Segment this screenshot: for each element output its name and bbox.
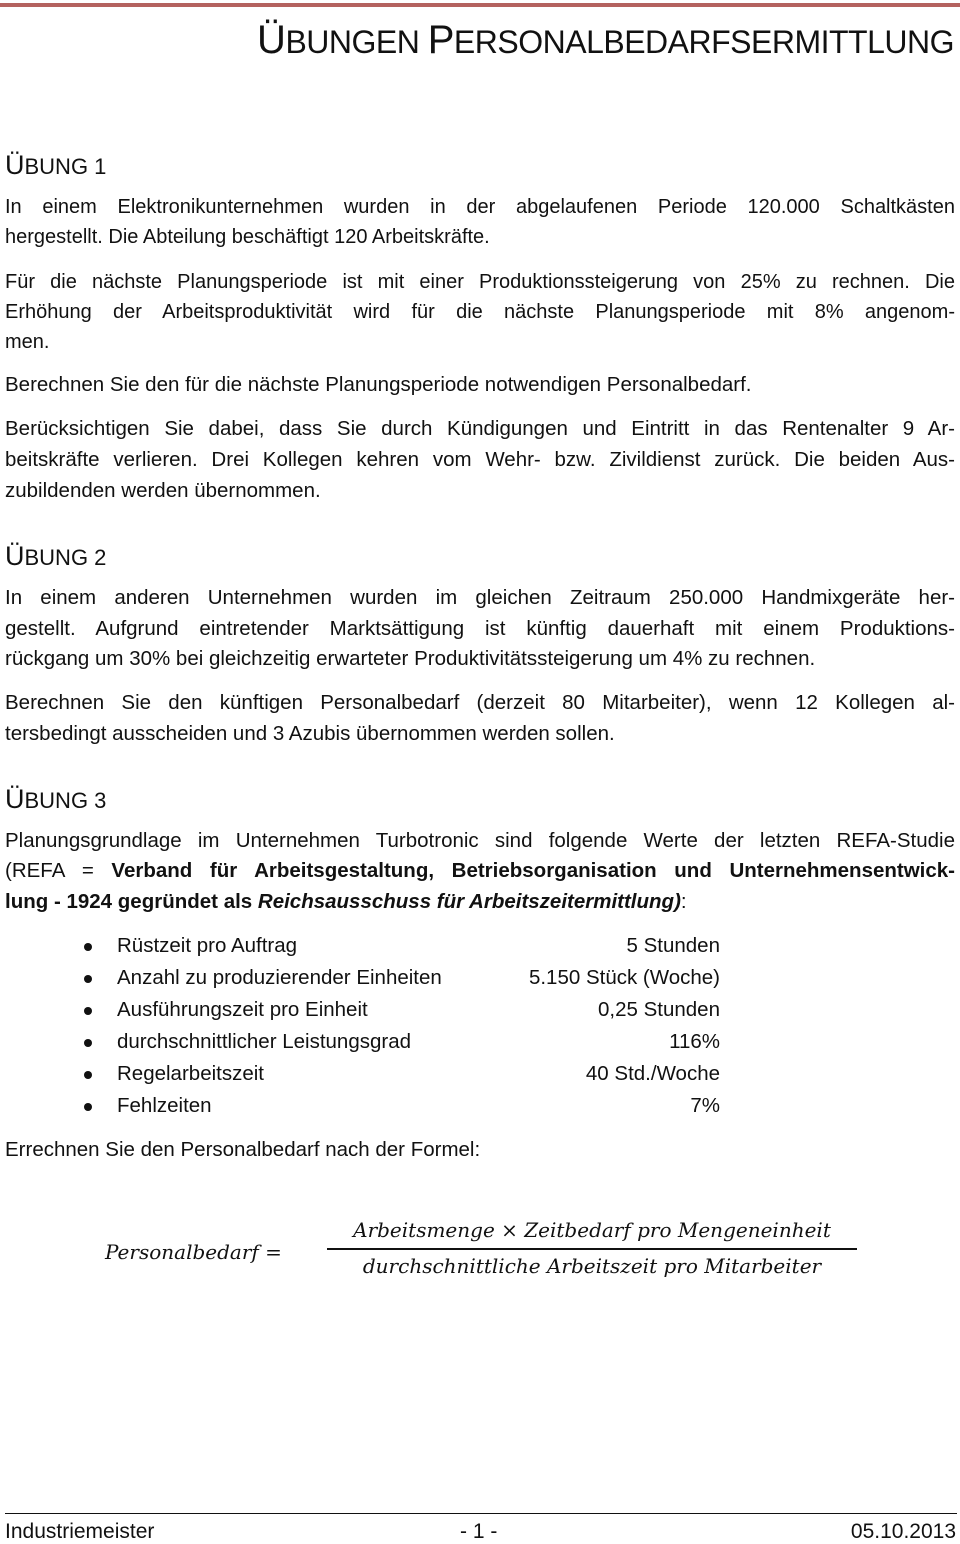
heading-uebung-1: ÜBUNG 1: [5, 150, 107, 180]
bullet-icon: [84, 1071, 92, 1079]
heading-uebung-3: ÜBUNG 3: [5, 784, 107, 814]
bullet-icon: [84, 1039, 92, 1047]
paragraph-line: Für die nächste Planungsperiode ist mit einer Produktionssteigerung von 25% zu rechnen. Die: [5, 271, 955, 293]
paragraph-line: gestellt. Aufgrund eintretender Marktsättigung ist künftig dauerhaft mit einem Produktions-: [5, 617, 955, 640]
footer-rule: [5, 1513, 957, 1514]
footer-left: Industriemeister: [5, 1520, 155, 1543]
list-item: durchschnittlicher Leistungsgrad 116%: [80, 1030, 720, 1056]
paragraph-line: Errechnen Sie den Personalbedarf nach der Formel:: [5, 1138, 481, 1161]
list-item: Fehlzeiten 7%: [80, 1094, 720, 1120]
paragraph-line: zubildenden werden übernommen.: [5, 479, 321, 502]
bullet-icon: [84, 1007, 92, 1015]
list-item: Rüstzeit pro Auftrag 5 Stunden: [80, 934, 720, 960]
paragraph-line: hergestellt. Die Abteilung beschäftigt 120 Arbeitskräfte.: [5, 226, 490, 248]
list-item: Anzahl zu produzierender Einheiten 5.150 Stück (Woche): [80, 966, 720, 992]
formula-lhs: Personalbedarf =: [105, 1240, 282, 1264]
paragraph-line: tersbedingt ausscheiden und 3 Azubis übernommen werden sollen.: [5, 722, 615, 745]
paragraph-line: Berechnen Sie den für die nächste Planungsperiode notwendigen Personalbedarf.: [5, 373, 752, 396]
page-number: - 1 -: [460, 1520, 498, 1543]
paragraph-line: In einem Elektronikunternehmen wurden in der abgelaufenen Periode 120.000 Schaltkästen: [5, 196, 955, 218]
paragraph-line: lung - 1924 gegründet als Reichsausschuss für Arbeitszeitermittlung):: [5, 890, 687, 913]
list-item: Regelarbeitszeit 40 Std./Woche: [80, 1062, 720, 1088]
formula-fraction: [327, 1218, 857, 1278]
paragraph-line: (REFA = Verband für Arbeitsgestaltung, Betriebsorganisation und Unternehmensentwick-: [5, 859, 955, 882]
bullet-icon: [84, 1103, 92, 1111]
paragraph-line: In einem anderen Unternehmen wurden im gleichen Zeitraum 250.000 Handmixgeräte her-: [5, 586, 955, 609]
header-rule: [0, 3, 960, 7]
page-title: ÜBUNGEN PERSONALBEDARFSERMITTLUNG: [257, 18, 954, 62]
paragraph-line: men.: [5, 331, 50, 353]
paragraph-line: Berücksichtigen Sie dabei, dass Sie durch Kündigungen und Eintritt in das Rentenalter 9 Ar-: [5, 417, 955, 440]
paragraph-line: Berechnen Sie den künftigen Personalbedarf (derzeit 80 Mitarbeiter), wenn 12 Kollegen al-: [5, 691, 955, 714]
list-item: Ausführungszeit pro Einheit 0,25 Stunden: [80, 998, 720, 1024]
bullet-icon: [84, 975, 92, 983]
fraction-bar: [327, 1248, 857, 1250]
formula-denominator: durchschnittliche Arbeitszeit pro Mitarbeiter: [362, 1254, 822, 1278]
footer-date: 05.10.2013: [850, 1520, 956, 1543]
paragraph-line: beitskräfte verlieren. Drei Kollegen kehren vom Wehr- bzw. Zivildienst zurück. Die beiden Aus-: [5, 448, 955, 471]
paragraph-line: Erhöhung der Arbeitsproduktivität wird für die nächste Planungsperiode mit 8% angenom-: [5, 301, 955, 323]
formula-numerator: Arbeitsmenge × Zeitbedarf pro Mengeneinheit: [353, 1218, 831, 1242]
paragraph-line: Planungsgrundlage im Unternehmen Turbotronic sind folgende Werte der letzten REFA-Studie: [5, 829, 955, 852]
bullet-icon: [84, 943, 92, 951]
heading-uebung-2: ÜBUNG 2: [5, 541, 107, 571]
paragraph-line: rückgang um 30% bei gleichzeitig erwarteter Produktivitätssteigerung um 4% zu rechnen.: [5, 647, 816, 670]
